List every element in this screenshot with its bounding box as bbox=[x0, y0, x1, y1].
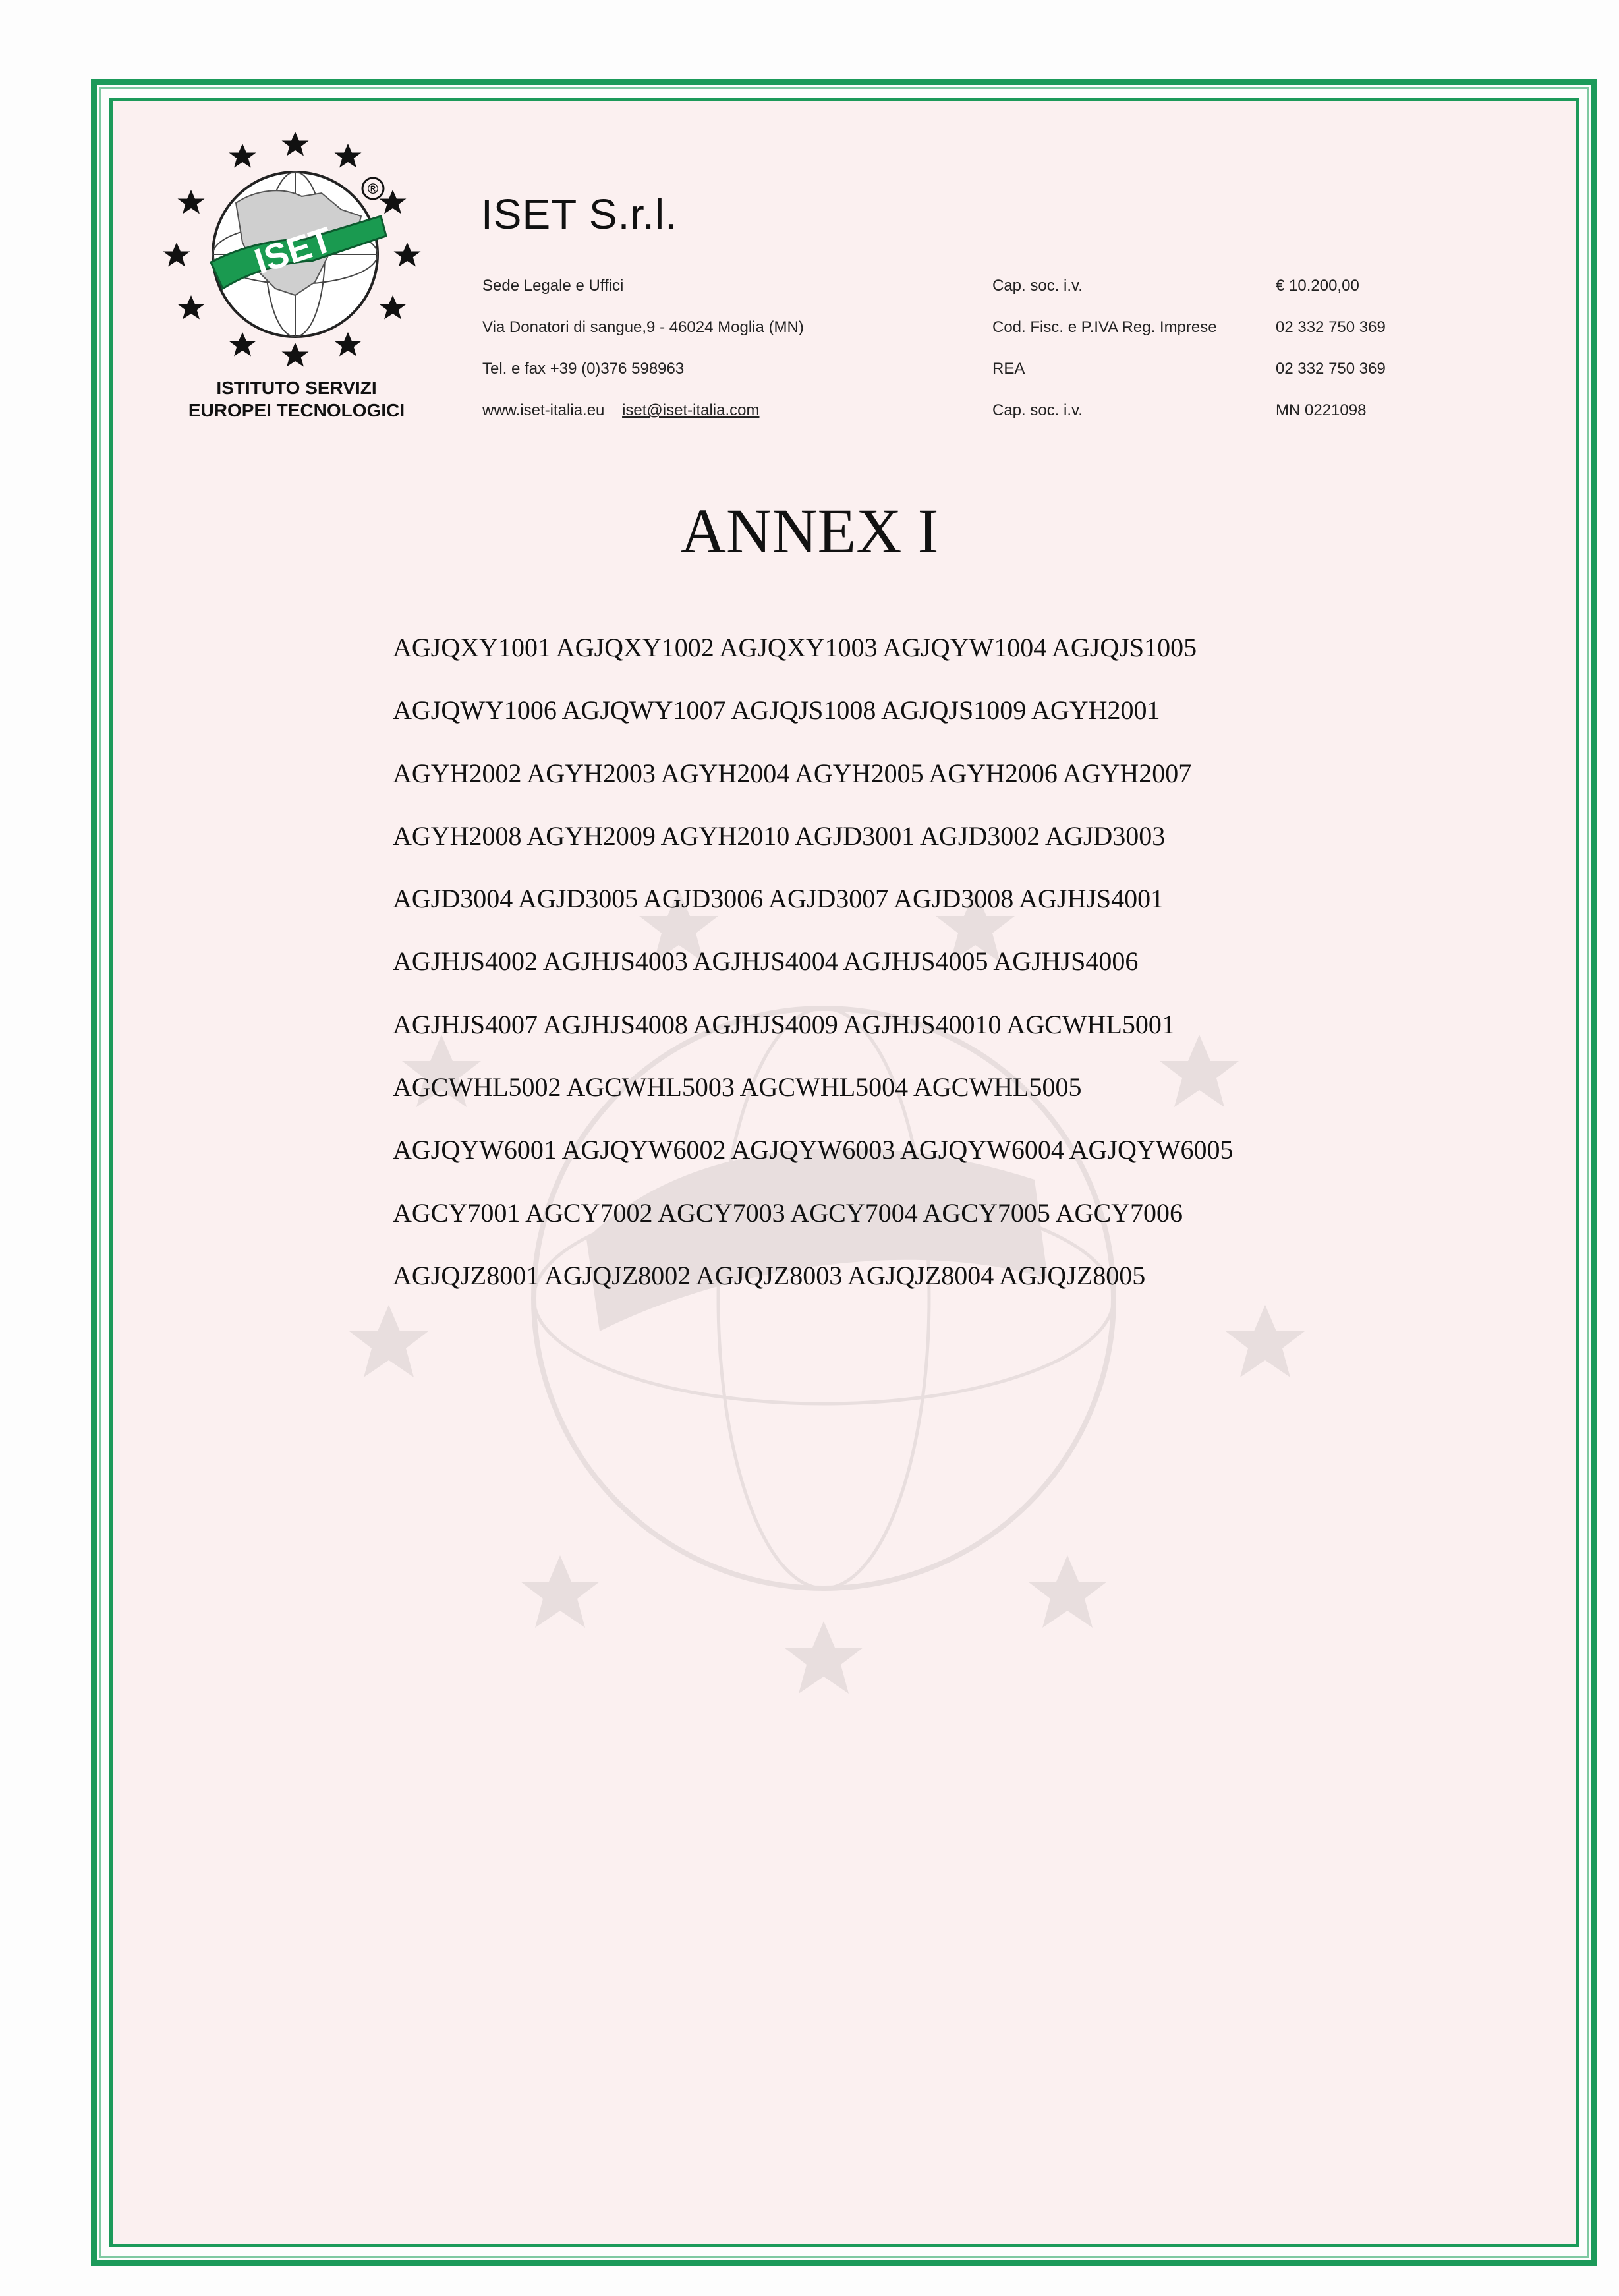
fiscal-label: Cap. soc. i.v. bbox=[992, 401, 1083, 419]
code-line: AGYH2008 AGYH2009 AGYH2010 AGJD3001 AGJD3002 AGJD3003 bbox=[393, 820, 1166, 851]
logo-text: ISET bbox=[250, 219, 337, 282]
fiscal-label: REA bbox=[992, 360, 1025, 378]
phone: Tel. e fax +39 (0)376 598963 bbox=[482, 360, 685, 378]
code-line: AGJD3004 AGJD3005 AGJD3006 AGJD3007 AGJD3008 AGJHJS4001 bbox=[393, 884, 1164, 914]
code-line: AGJQYW6001 AGJQYW6002 AGJQYW6003 AGJQYW6004 AGJQYW6005 bbox=[393, 1135, 1234, 1165]
registered-mark bbox=[362, 178, 383, 199]
fiscal-value: 02 332 750 369 bbox=[1276, 318, 1386, 336]
registered-mark-text: ® bbox=[367, 181, 379, 197]
logo-caption-line-1: ISTITUTO SERVIZI bbox=[216, 378, 377, 398]
fiscal-labels bbox=[992, 265, 1217, 431]
contact-block bbox=[482, 265, 804, 431]
code-line: AGJHJS4002 AGJHJS4003 AGJHJS4004 AGJHJS4005 AGJHJS4006 bbox=[393, 946, 1139, 977]
fiscal-label: Cap. soc. i.v. bbox=[992, 277, 1083, 295]
office-label: Sede Legale e Uffici bbox=[482, 277, 624, 295]
code-line: AGYH2002 AGYH2003 AGYH2004 AGYH2005 AGYH2006 AGYH2007 bbox=[393, 758, 1192, 788]
web-line bbox=[482, 389, 804, 431]
fiscal-value: MN 0221098 bbox=[1276, 401, 1367, 419]
code-line: AGJHJS4007 AGJHJS4008 AGJHJS4009 AGJHJS40010 AGCWHL5001 bbox=[393, 1009, 1175, 1039]
product-code-list bbox=[393, 628, 1381, 1319]
code-line: AGCY7001 AGCY7002 AGCY7003 AGCY7004 AGCY7005 AGCY7006 bbox=[393, 1197, 1183, 1228]
annex-title: ANNEX I bbox=[680, 496, 939, 566]
email-link[interactable]: iset@iset-italia.com bbox=[622, 401, 760, 419]
website-link[interactable]: www.iset-italia.eu bbox=[482, 401, 605, 419]
fiscal-label: Cod. Fisc. e P.IVA Reg. Imprese bbox=[992, 318, 1217, 336]
fiscal-values bbox=[1276, 265, 1386, 431]
code-line: AGJQXY1001 AGJQXY1002 AGJQXY1003 AGJQYW1004 AGJQJS1005 bbox=[393, 633, 1197, 662]
code-line: AGJQWY1006 AGJQWY1007 AGJQJS1008 AGJQJS1009 AGYH2001 bbox=[393, 695, 1160, 726]
code-line: AGCWHL5002 AGCWHL5003 AGCWHL5004 AGCWHL5005 bbox=[393, 1072, 1082, 1103]
address: Via Donatori di sangue,9 - 46024 Moglia (MN) bbox=[482, 318, 804, 336]
company-name: ISET S.r.l. bbox=[481, 190, 677, 238]
logo-caption-line-2: EUROPEI TECNOLOGICI bbox=[188, 400, 405, 420]
fiscal-value: € 10.200,00 bbox=[1276, 277, 1359, 295]
logo-caption bbox=[152, 377, 441, 422]
fiscal-value: 02 332 750 369 bbox=[1276, 360, 1386, 378]
code-line: AGJQJZ8001 AGJQJZ8002 AGJQJZ8003 AGJQJZ8004 AGJQJZ8005 bbox=[393, 1260, 1146, 1290]
